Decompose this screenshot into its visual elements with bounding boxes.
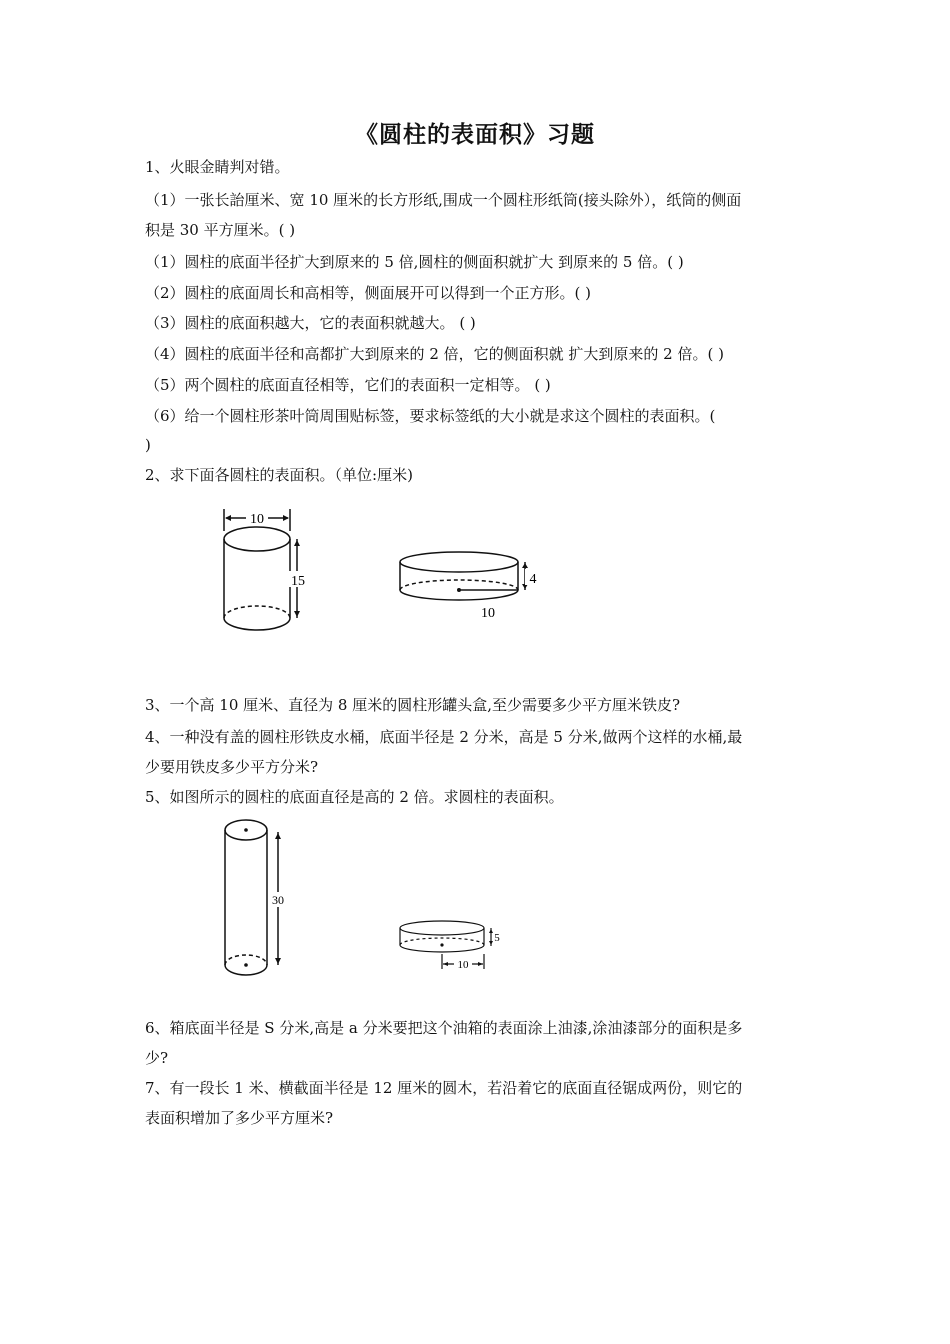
height-label: 15	[291, 574, 305, 589]
diameter-label: 10	[457, 959, 469, 971]
question-1-item-text: （1）一张长詒厘米、宽 10 厘米的长方形纸,围成一个圆柱形纸筒(接头除外），纸筒的侧面	[145, 191, 742, 209]
question-1-item-text: （3）圆柱的底面积越大，它的表面积就越大。 ( )	[145, 314, 476, 332]
cylinder-figure-2	[395, 548, 545, 623]
question-1-item-text: 积是 30 平方厘米。( )	[145, 221, 296, 239]
question-2-heading: 2、求下面各圆柱的表面积。（单位:厘米)	[145, 466, 413, 484]
question-7-text: 7、有一段长 1 米、横截面半径是 12 厘米的圆木，若沿着它的底面直径锯成两份，则它的	[145, 1079, 743, 1097]
question-1-item-text: （5）两个圆柱的底面直径相等，它们的表面积一定相等。 ( )	[145, 376, 551, 394]
cylinder-figure-1	[215, 505, 320, 645]
question-1-item-text: （4）圆柱的底面半径和高都扩大到原来的 2 倍，它的侧面积就 扩大到原来的 2 倍。( )	[145, 345, 724, 363]
question-4-text: 少要用铁皮多少平方分米?	[145, 758, 319, 776]
question-4-text: 4、一种没有盖的圆柱形铁皮水桶，底面半径是 2 分米，高是 5 分米,做两个这样的水桶,最	[145, 728, 743, 746]
question-1-item-text: （6）给一个圆柱形茶叶筒周围贴标签，要求标签纸的大小就是求这个圆柱的表面积。(	[145, 407, 716, 425]
question-3-text: 3、一个高 10 厘米、直径为 8 厘米的圆柱形罐头盒,至少需要多少平方厘米铁皮?	[145, 696, 681, 714]
question-6-text: 6、箱底面半径是 S 分米,高是 a 分米要把这个油箱的表面涂上油漆,涂油漆部分的面积是多	[145, 1019, 743, 1037]
height-label: 4	[529, 572, 537, 587]
height-label: 5	[494, 932, 500, 944]
question-1-item-text: （1）圆柱的底面半径扩大到原来的 5 倍,圆柱的侧面积就扩大 到原来的 5 倍。( )	[145, 253, 684, 271]
cylinder-figure-3	[215, 815, 295, 980]
question-1-item-text: )	[145, 436, 151, 454]
question-6-text: 少?	[145, 1049, 169, 1067]
question-5-text: 5、如图所示的圆柱的底面直径是高的 2 倍。求圆柱的表面积。	[145, 788, 564, 806]
height-label: 30	[272, 893, 284, 907]
diameter-label: 10	[481, 606, 495, 621]
question-7-text: 表面积增加了多少平方厘米?	[145, 1109, 334, 1127]
page-title: 《圆柱的表面积》习题	[355, 122, 595, 148]
cylinder-figure-4	[393, 918, 508, 973]
question-1-heading: 1、火眼金睛判对错。	[145, 158, 290, 176]
question-1-item-text: （2）圆柱的底面周长和高相等，侧面展开可以得到一个正方形。( )	[145, 284, 592, 302]
diameter-label: 10	[250, 512, 264, 527]
